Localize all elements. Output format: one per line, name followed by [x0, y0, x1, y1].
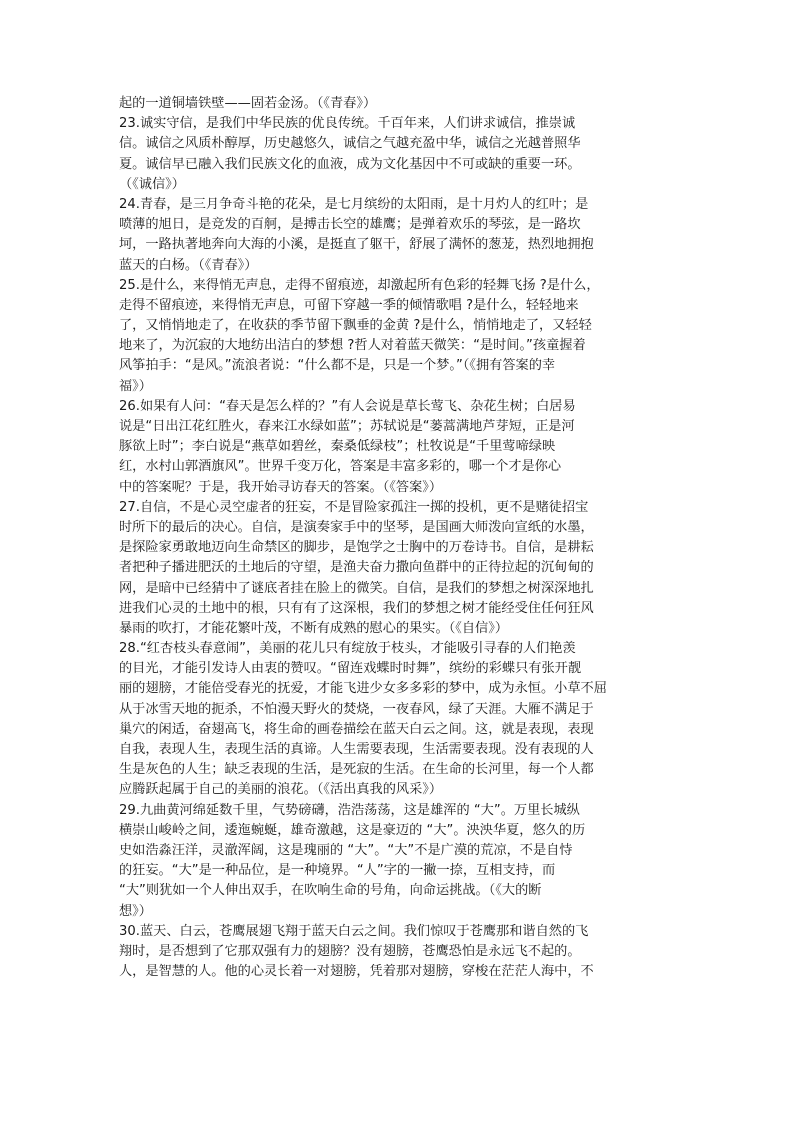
text-line: 是探险家勇敢地迈向生命禁区的脚步，是饱学之士胸中的万卷诗书。自信，是耕耘 [119, 540, 594, 556]
text-line: 说是“日出江花红胜火，春来江水绿如蓝”；苏轼说是“蒌蒿满地芦芽短，正是河 [119, 419, 575, 434]
text-line: 网，是暗中已经猜中了谜底者挂在脸上的微笑。自信，是我们的梦想之树深深地扎 [119, 580, 594, 596]
text-line: 26.如果有人问：“春天是怎么样的？”有人会说是草长莺飞、杂花生树；白居易 [119, 398, 576, 414]
text-line: 27.自信，不是心灵空虚者的狂妄，不是冒险家孤注一掷的投机，更不是赌徒招宝 [119, 499, 589, 515]
text-line: 喷薄的旭日，是竞发的百舸，是搏击长空的雄鹰；是弹着欢乐的琴弦，是一路坎 [119, 217, 581, 233]
text-line: 红，水村山郭酒旗风”。世界千变万化，答案是丰富多彩的，哪一个才是你心 [119, 459, 562, 475]
text-line: 想》） [119, 903, 152, 919]
text-line: 福》） [119, 378, 152, 394]
text-line: 夏。诚信早已融入我们民族文化的血液，成为文化基因中不可或缺的重要一环。 [119, 156, 581, 172]
text-line: 进我们心灵的土地中的根，只有有了这深根，我们的梦想之树才能经受住任何狂风 [119, 600, 594, 616]
document-page [119, 94, 679, 982]
text-line: 横崇山峻岭之间，逶迤蜿蜒，雄奇激越，这是豪迈的 “大”。泱泱华夏，悠久的历 [119, 822, 586, 838]
text-line: 巢穴的闲适，奋翅高飞，将生命的画卷描绘在蓝天白云之间。这，就是表现，表现 [119, 721, 594, 737]
text-line: 从于冰雪天地的扼杀，不怕漫天野火的焚烧，一夜春风，绿了天涯。大雁不满足于 [119, 701, 594, 717]
text-line: 28.“红杏枝头春意闹”，美丽的花儿只有绽放于枝头，才能吸引寻春的人们艳羡 [119, 641, 576, 657]
text-line: 的目光，才能引发诗人由衷的赞叹。“留连戏蝶时时舞”，缤纷的彩蝶只有张开靓 [119, 661, 582, 677]
text-line: 自我，表现人生，表现生活的真谛。人生需要表现，生活需要表现。没有表现的人 [119, 742, 594, 757]
text-line: 了，又悄悄地走了，在收获的季节留下飘垂的金黄 ?是什么，悄悄地走了，又轻轻 [119, 318, 592, 334]
text-line: 者把种子播进肥沃的土地后的守望，是渔夫奋力撒向鱼群中的正待拉起的沉甸甸的 [119, 560, 594, 576]
text-line: 29.九曲黄河绵延数千里，气势磅礴，浩浩荡荡，这是雄浑的 “大”。万里长城纵 [119, 802, 580, 818]
text-line: 24.青春，是三月争奇斗艳的花朵，是七月缤纷的太阳雨，是十月灼人的红叶；是 [119, 196, 589, 212]
text-line: 人，是智慧的人。他的心灵长着一对翅膀，凭着那对翅膀，穿梭在茫茫人海中，不 [119, 964, 594, 980]
text-line: 25.是什么，来得悄无声息，走得不留痕迹，却激起所有色彩的轻舞飞扬 ?是什么， [119, 277, 600, 293]
text-line: 蓝天的白杨。（《青春》） [119, 257, 258, 273]
text-line: 豚欲上时”；李白说是“燕草如碧丝，秦桑低绿枝”；杜牧说是“千里莺啼绿映 [119, 439, 556, 455]
text-line: 23.诚实守信，是我们中华民族的优良传统。千百年来，人们讲求诚信，推崇诚 [119, 116, 576, 132]
text-line: 风筝拍手：“是风。”流浪者说：“什么都不是，只是一个梦。”（《拥有答案的幸 [119, 358, 556, 374]
text-line: 走得不留痕迹，来得悄无声息，可留下穿越一季的倾情歌唱 ?是什么，轻轻地来 [119, 297, 579, 313]
text-line: 信。诚信之风质朴醇厚，历史越悠久，诚信之气越充盈中华，诚信之光越普照华 [119, 136, 581, 152]
text-line: 生是灰色的人生；缺乏表现的生活，是死寂的生活。在生命的长河里，每一个人都 [119, 762, 594, 778]
text-line: 时所下的最后的决心。自信，是演奏家手中的坚琴，是国画大师泼向宣纸的水墨， [119, 519, 594, 535]
text-line: 史如浩淼汪洋，灵澈浑阔，这是瑰丽的 “大”。“大”不是广漠的荒凉，不是自恃 [119, 842, 573, 858]
text-line: 翔时，是否想到了它那双强有力的翅膀？没有翅膀，苍鹰恐怕是永远飞不起的。 [119, 943, 581, 959]
text-line: “大”则犹如一个人伸出双手，在吹响生命的号角，向命运挑战。（《大的断 [119, 883, 542, 899]
text-line: 中的答案呢？于是，我开始寻访春天的答案。（《答案》） [119, 479, 443, 495]
text-line: 的狂妄。“大”是一种品位，是一种境界。“人”字的一撇一捺，互相支持，而 [119, 863, 556, 879]
text-line: 丽的翅膀，才能倍受春光的抚爱，才能飞进少女多多彩的梦中，成为永恒。小草不屈 [119, 681, 607, 697]
text-line: 坷，一路执著地奔向大海的小溪，是挺直了躯干，舒展了满怀的葱茏，热烈地拥抱 [119, 237, 594, 253]
text-line: 30.蓝天、白云，苍鹰展翅飞翔于蓝天白云之间。我们惊叹于苍鹰那和谐自然的飞 [119, 923, 589, 939]
text-line: 起的一道铜墙铁壁——固若金汤。（《青春》） [119, 96, 377, 111]
text-line: 应腾跃起属于自己的美丽的浪花。（《活出真我的风采》） [119, 782, 443, 798]
text-line: 地来了，为沉寂的大地纺出洁白的梦想 ?哲人对着蓝天微笑：“是时间。”孩童握着 [119, 338, 586, 354]
text-line: （《诚信》） [119, 176, 185, 192]
text-line: 暴雨的吹打，才能花繁叶茂，不断有成熟的慰心的果实。（《自信》） [119, 620, 509, 636]
